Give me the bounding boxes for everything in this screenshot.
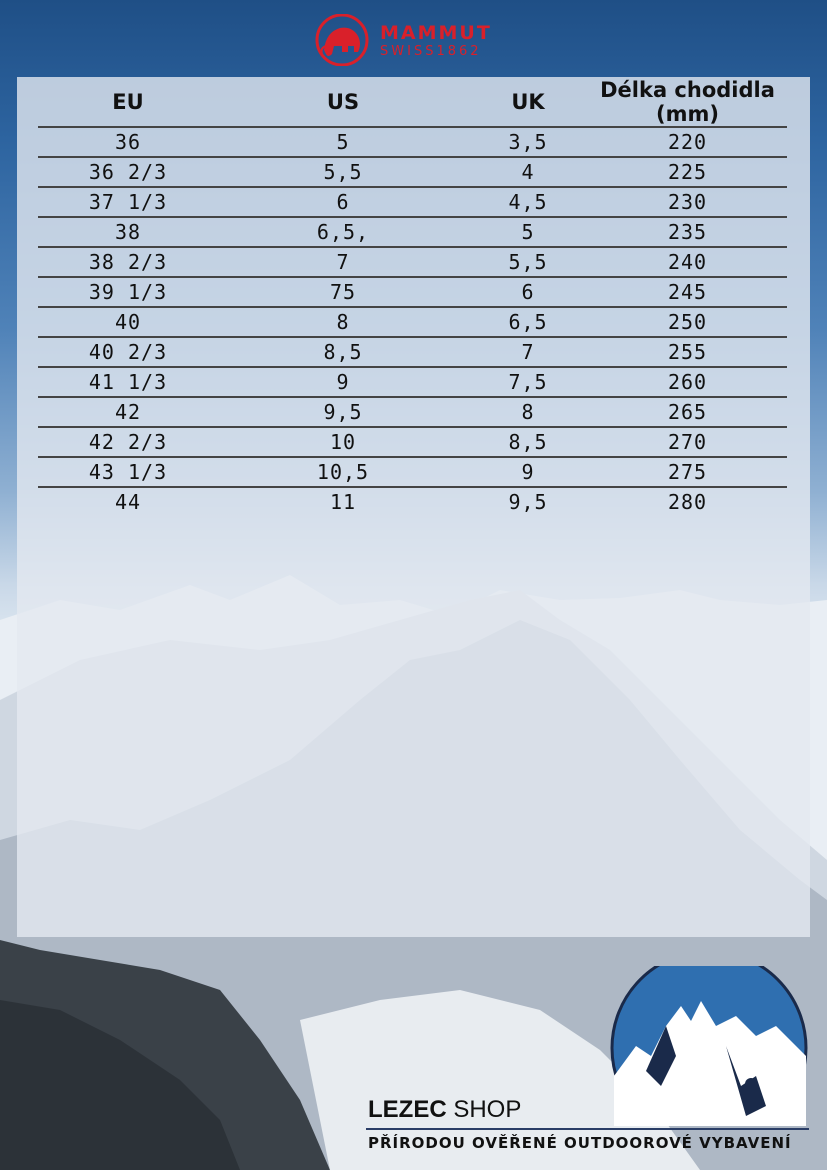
cell-uk: 8 <box>468 397 588 427</box>
cell-foot-length: 245 <box>588 277 787 307</box>
cell-foot-length: 230 <box>588 187 787 217</box>
cell-us: 5 <box>218 127 468 157</box>
cell-foot-length: 255 <box>588 337 787 367</box>
table-row <box>38 307 787 337</box>
cell-eu: 42 2/3 <box>38 427 218 457</box>
cell-uk: 7,5 <box>468 367 588 397</box>
mammoth-icon <box>312 14 372 66</box>
cell-us: 75 <box>218 277 468 307</box>
cell-us: 9 <box>218 367 468 397</box>
table-row <box>38 247 787 277</box>
shop-tagline: PŘÍRODOU OVĚŘENÉ OUTDOOROVÉ VYBAVENÍ <box>368 1134 792 1152</box>
header-foot-length: Délka chodidla (mm) <box>588 78 787 127</box>
table-row <box>38 187 787 217</box>
cell-uk: 5 <box>468 217 588 247</box>
cell-eu: 38 <box>38 217 218 247</box>
table-row <box>38 487 787 516</box>
cell-eu: 40 2/3 <box>38 337 218 367</box>
cell-foot-length: 280 <box>667 490 708 514</box>
table-row <box>38 457 787 487</box>
cell-eu: 40 <box>38 307 218 337</box>
table-row <box>38 217 787 247</box>
cell-us: 5,5 <box>218 157 468 187</box>
cell-us: 7 <box>218 247 468 277</box>
cell-eu: 36 <box>38 127 218 157</box>
tagline-divider <box>366 1128 809 1130</box>
header-us: US <box>218 78 468 127</box>
cell-foot-length: 270 <box>588 427 787 457</box>
cell-foot-length: 260 <box>588 367 787 397</box>
cell-foot-length: 240 <box>588 247 787 277</box>
shop-name-regular: SHOP <box>453 1096 522 1123</box>
shop-name <box>368 1096 521 1124</box>
shop-name-bold: LEZEC <box>368 1096 447 1123</box>
table-row <box>38 157 787 187</box>
table-row <box>38 127 787 157</box>
cell-us: 6,5, <box>218 217 468 247</box>
cell-uk: 3,5 <box>468 127 588 157</box>
cell-uk: 6,5 <box>468 307 588 337</box>
table-row <box>38 337 787 367</box>
cell-foot-length: 235 <box>588 217 787 247</box>
lezec-shop-logo <box>606 966 809 1126</box>
cell-us: 6 <box>218 187 468 217</box>
cell-eu: 42 <box>38 397 218 427</box>
cell-uk: 4 <box>468 157 588 187</box>
table-row <box>38 277 787 307</box>
cell-us: 11 <box>329 490 357 514</box>
cell-uk: 6 <box>468 277 588 307</box>
cell-uk: 9,5 <box>508 490 548 514</box>
cell-uk: 8,5 <box>468 427 588 457</box>
cell-uk: 4,5 <box>468 187 588 217</box>
cell-us: 10,5 <box>218 457 468 487</box>
cell-eu: 44 <box>114 490 142 514</box>
cell-eu: 41 1/3 <box>38 367 218 397</box>
brand-subline: SWISS1862 <box>380 44 482 59</box>
cell-foot-length: 220 <box>588 127 787 157</box>
header-uk: UK <box>468 78 588 127</box>
cell-foot-length: 265 <box>588 397 787 427</box>
mammut-logo <box>312 10 522 70</box>
table-row <box>38 397 787 427</box>
shoe-size-table <box>38 78 787 516</box>
cell-uk: 7 <box>468 337 588 367</box>
cell-foot-length: 250 <box>588 307 787 337</box>
cell-eu: 38 2/3 <box>38 247 218 277</box>
cell-uk: 5,5 <box>468 247 588 277</box>
cell-us: 9,5 <box>218 397 468 427</box>
cell-foot-length: 225 <box>588 157 787 187</box>
cell-eu: 36 2/3 <box>38 157 218 187</box>
table-row <box>38 427 787 457</box>
cell-eu: 39 1/3 <box>38 277 218 307</box>
cell-uk: 9 <box>468 457 588 487</box>
cell-us: 10 <box>218 427 468 457</box>
cell-us: 8 <box>218 307 468 337</box>
cell-eu: 43 1/3 <box>38 457 218 487</box>
cell-foot-length: 275 <box>588 457 787 487</box>
cell-eu: 37 1/3 <box>38 187 218 217</box>
table-row <box>38 367 787 397</box>
header-eu: EU <box>38 78 218 127</box>
table-header-row <box>38 78 787 127</box>
brand-name: MAMMUT <box>380 22 492 44</box>
cell-us: 8,5 <box>218 337 468 367</box>
